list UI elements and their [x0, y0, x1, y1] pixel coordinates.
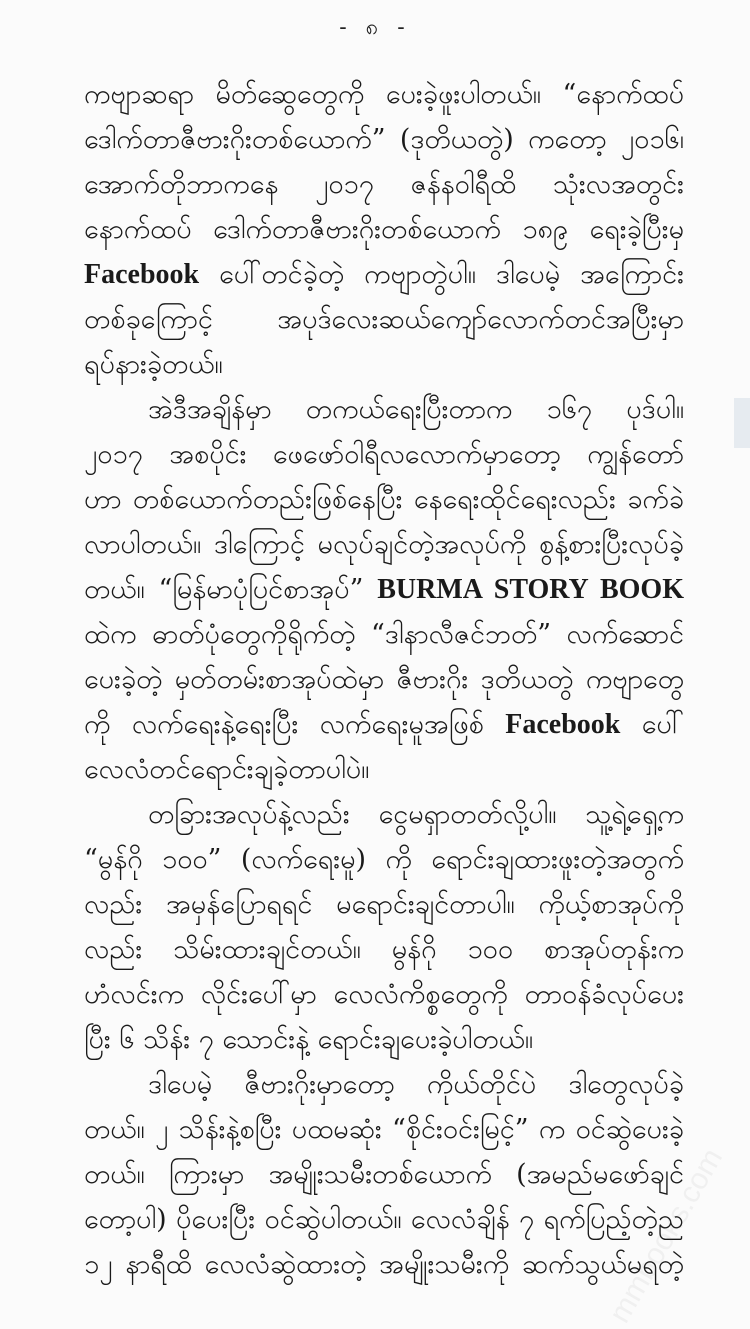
paragraph-first-line: အဲဒီအချိန်မှာ တကယ်ရေးပြီးတာက ၁၆၇ ပုဒ်ပါ။: [148, 394, 684, 425]
text-line: လည်း သိမ်းထားချင်တယ်။ မွန်ဂို ၁၀၀ စာအုပ်တုန်းက: [84, 934, 684, 965]
text-segment: ကို လက်ရေးနဲ့ရေးပြီး လက်ရေးမူအဖြစ်: [84, 709, 506, 740]
text-line: ဟံလင်းက လိုင်းပေါ်မှာ လေလံကိစ္စတွေကို တာဝန်ခံလုပ်ပေး: [84, 979, 684, 1010]
text-line: လေလံတင်ရောင်းချခဲ့တာပါပဲ။: [84, 754, 370, 785]
text-line: [84, 567, 684, 612]
text-segment: ပေါ်: [620, 709, 684, 740]
body-text: [84, 72, 684, 1287]
text-line: တော့ပါ) ပိုပေးပြီး ဝင်ဆွဲပါတယ်။ လေလံချိန် ၇ ရက်ပြည့်တဲ့ည: [84, 1204, 684, 1235]
text-line: ၁၂ နာရီထိ လေလံဆွဲထားတဲ့ အမျိုးသမီးကို ဆက်သွယ်မရတဲ့: [84, 1249, 684, 1280]
text-line: တယ်။ ကြားမှာ အမျိုးသမီးတစ်ယောက် (အမည်မဖော်ချင်: [84, 1159, 684, 1190]
text-line: တယ်။ ၂ သိန်းနဲ့စပြီး ပထမဆုံး “စိုင်းဝင်းမြင့်” က ဝင်ဆွဲပေးခဲ့: [84, 1114, 684, 1145]
text-line: နောက်ထပ် ဒေါက်တာဇီဗားဂိုးတစ်ယောက် ၁၈၉ ရေးခဲ့ပြီးမှ: [84, 214, 684, 245]
text-line: တစ်ခုကြောင့် အပုဒ်လေးဆယ်ကျော်လောက်တင်အပြီးမှာ: [84, 304, 684, 335]
text-line: ထဲက ဓာတ်ပုံတွေကိုရိုက်တဲ့ “ဒါနာလီဇင်ဘတ်” လက်ဆောင်: [84, 619, 684, 650]
text-line: ဟာ တစ်ယောက်တည်းဖြစ်နေပြီး နေရေးထိုင်ရေးလည်း ခက်ခဲ: [84, 484, 684, 515]
text-line: ကဗျာဆရာ မိတ်ဆွေတွေကို ပေးခဲ့ဖူးပါတယ်။ “နောက်ထပ်: [84, 79, 684, 110]
text-line: “မွန်ဂို ၁၀၀” (လက်ရေးမူ) ကို ရောင်းချထားဖူးတဲ့အတွက်: [84, 844, 684, 875]
text-segment: ပေါ်တင်ခဲ့တဲ့ ကဗျာတွဲပါ။ ဒါပေမဲ့ အကြောင်း: [199, 259, 684, 290]
text-segment: တယ်။ “မြန်မာပုံပြင်စာအုပ်”: [84, 574, 378, 605]
paragraph-first-line: ဒါပေမဲ့ ဇီဗားဂိုးမှာတော့ ကိုယ်တိုင်ပဲ ဒါတွေလုပ်ခဲ့: [148, 1069, 684, 1100]
text-line: [84, 252, 684, 297]
text-line: ပေးခဲ့တဲ့ မှတ်တမ်းစာအုပ်ထဲမှာ ဇီဗားဂိုး ဒုတိယတွဲ ကဗျာတွေ: [84, 664, 684, 695]
latin-word: Facebook: [505, 709, 621, 740]
latin-word: BURMA STORY BOOK: [377, 574, 684, 605]
text-line: ဒေါက်တာဇီဗားဂိုးတစ်ယောက်” (ဒုတိယတွဲ) ကတော့ ၂၀၁၆၊: [84, 124, 684, 155]
text-line: လာပါတယ်။ ဒါကြောင့် မလုပ်ချင်တဲ့အလုပ်ကို စွန့်စားပြီးလုပ်ခဲ့: [84, 529, 684, 560]
watermark: mmbooks.com: [603, 1143, 730, 1329]
text-line: [84, 702, 684, 747]
text-line: အောက်တိုဘာကနေ ၂၀၁၇ ဇန်နဝါရီထိ သုံးလအတွင်း: [84, 169, 684, 200]
page-number: - ၈ -: [339, 15, 411, 40]
latin-word: Facebook: [84, 259, 200, 290]
text-line: ရပ်နားခဲ့တယ်။: [84, 349, 223, 380]
text-line: လည်း အမှန်ပြောရရင် မရောင်းချင်တာပါ။ ကိုယ့်စာအုပ်ကို: [84, 889, 684, 920]
text-line: ၂၀၁၇ အစပိုင်း ဖေဖော်ဝါရီလလောက်မှာတော့ ကျွန်တော်: [84, 439, 684, 470]
page-edge-mark: [734, 398, 750, 448]
paragraph-first-line: တခြားအလုပ်နဲ့လည်း ငွေမရှာတတ်လို့ပါ။ သူ့ရဲ့ရှေ့က: [148, 799, 684, 830]
text-line: ပြီး ၆ သိန်း ၇ သောင်းနဲ့ ရောင်းချပေးခဲ့ပါတယ်။: [84, 1024, 534, 1055]
